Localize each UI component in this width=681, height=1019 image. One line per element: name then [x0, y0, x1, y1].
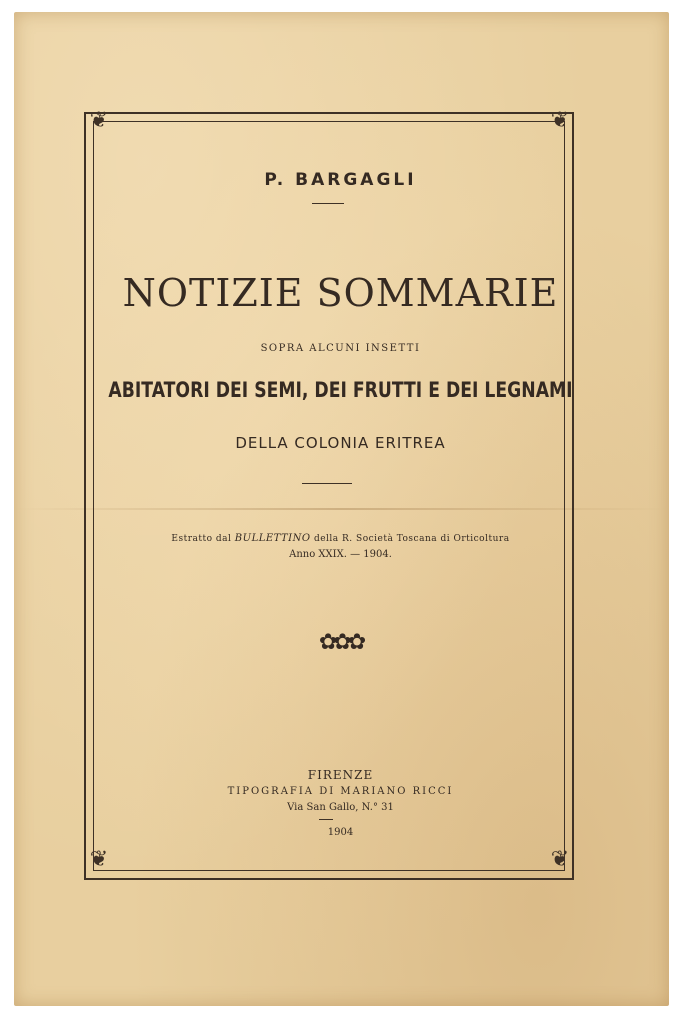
imprint-address: Via San Gallo, N.° 31 [287, 802, 394, 813]
subtitle-main: ABITATORI DEI SEMI, DEI FRUTTI E DEI LEGNAMI [108, 378, 573, 402]
corner-ornament-top-left-icon: ❦ [89, 108, 109, 133]
corner-ornament-top-right-icon: ❦ [550, 108, 570, 133]
page-title: NOTIZIE SOMMARIE [122, 271, 559, 315]
divider-imprint [319, 819, 333, 820]
subtitle-small: SOPRA ALCUNI INSETTI [260, 343, 421, 354]
extract-prefix: Estratto dal [171, 534, 232, 544]
extract-suffix: della R. Società Toscana di Orticoltura [313, 534, 510, 544]
flower-ornament-icon: ✿✿✿ [318, 630, 363, 655]
extract-note [0, 533, 681, 544]
border-frame-inner [93, 121, 565, 871]
extract-journal: BULLETTINO [234, 533, 311, 544]
corner-ornament-bottom-left-icon: ❦ [89, 847, 109, 872]
divider-middle [302, 483, 352, 484]
imprint-year: 1904 [327, 827, 354, 838]
corner-ornament-bottom-right-icon: ❦ [550, 847, 570, 872]
imprint-printer: TIPOGRAFIA DI MARIANO RICCI [227, 786, 454, 797]
author-name: P. BARGAGLI [264, 170, 417, 190]
extract-year: Anno XXIX. — 1904. [289, 549, 392, 560]
divider-short [312, 203, 344, 204]
imprint-city: FIRENZE [307, 768, 374, 782]
subtitle-region: DELLA COLONIA ERITREA [235, 434, 446, 452]
